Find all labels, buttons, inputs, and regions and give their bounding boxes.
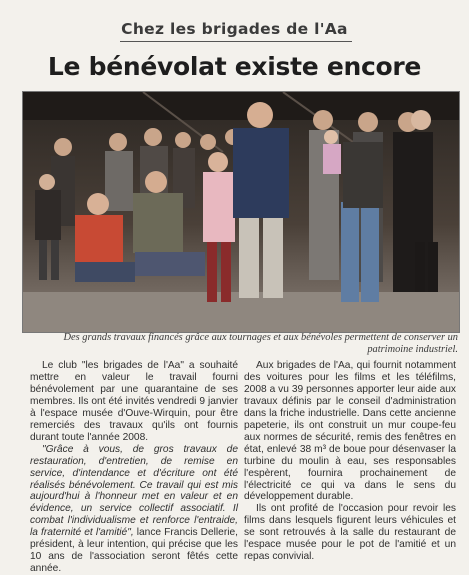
article-column-right	[244, 360, 456, 563]
group-photo	[22, 91, 460, 333]
photo-caption-line-2: patrimoine industriel.	[367, 344, 458, 355]
article-paragraph	[244, 360, 456, 503]
article-text: Aux brigades de l'Aa, qui fournit notamment des voitures pour les films et les téléfilms, 2008 a vu 39 personnes apporter leur aide aux travaux définis par le conseil d'administration dans la friche industrielle. Dans cette ancienne papeterie, ils ont construit un mur coupe-feu aux normes de sécurité, remis des fenêtres en état, enlevé 38 m³ de boue pour désenvaser la turbine du moulin à eau, ses responsables l'espèrent, fournira prochainement de l'électricité ce qui va dans le sens du développement durable.	[244, 360, 456, 503]
article-paragraph	[244, 503, 456, 563]
headline: Le bénévolat existe encore	[47, 52, 422, 81]
article-column-left	[30, 360, 238, 575]
photo-caption	[20, 332, 458, 356]
photo-caption-line-1: Des grands travaux financés grâce aux tournages et aux bénévoles permettent de conserver un	[63, 332, 458, 343]
article-quote	[30, 444, 238, 575]
kicker-underline	[120, 41, 352, 42]
quote-text: "Grâce à vous, de gros travaux de restauration, d'entretien, de remise en service, d'intendance et d'écriture ont été réalisés bénévolement. Ce travail qui est mis aujourd'hui à l'honneur met en valeur et en évidence, un service collectif associatif. Il combat l'individualisme et renforce l'entraide, la fraternité et l'amitié",	[30, 443, 238, 539]
article-text: Ils ont profité de l'occasion pour revoir les films dans lesquels figurent leurs véhicules et se sont retrouvés à la salle du restaurant de l'espace musée pour le pot de l'amitié et un repas convivial.	[244, 503, 456, 563]
article-paragraph	[30, 360, 238, 444]
section-kicker: Chez les brigades de l'Aa	[121, 20, 348, 38]
article-text: Le club "les brigades de l'Aa" a souhaité mettre en valeur le travail fourni bénévolement par une quarantaine de ses membres. Ils ont été invités vendredi 9 janvier à l'espace musée d'Ouve-Wirquin, pour être remerciés des travaux qu'ils ont fournis durant toute l'année 2008.	[30, 360, 238, 443]
quote-attribution: lance Francis Dellerie, président, à leur intention, qui précise que les 10 ans de l'association seront fêtés cette année.	[30, 527, 238, 575]
group-photo-image	[23, 92, 459, 332]
